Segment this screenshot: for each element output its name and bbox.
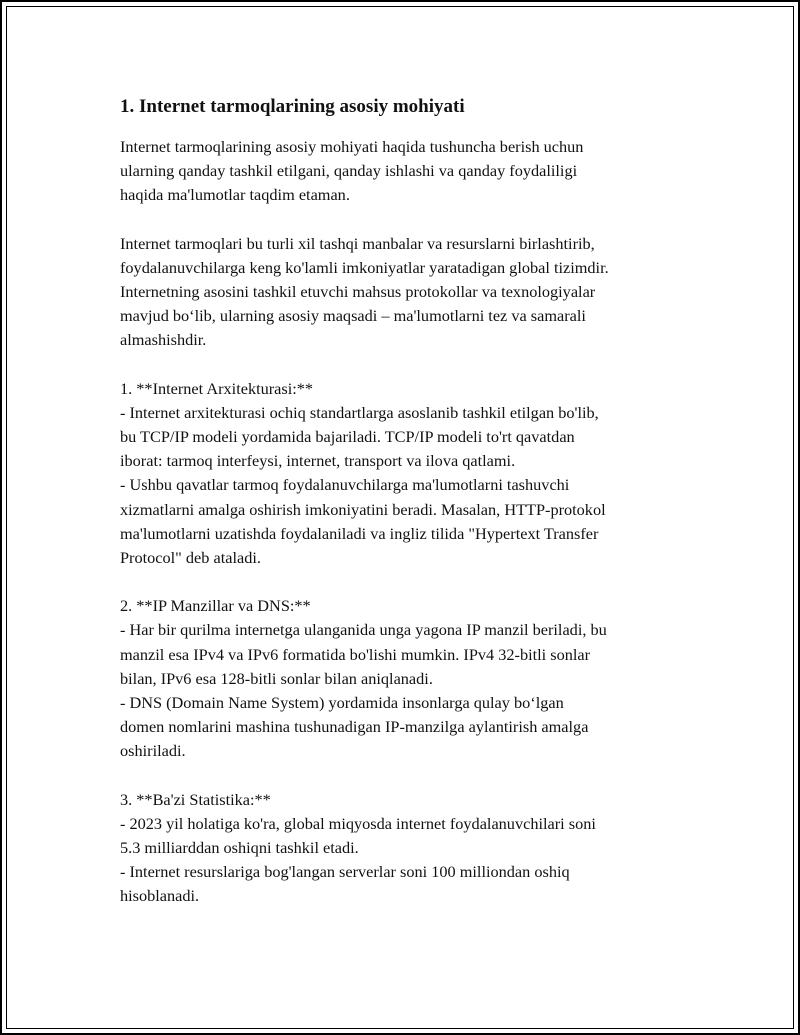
section-heading: 1. Internet tarmoqlarining asosiy mohiyati xyxy=(120,96,465,117)
architecture-section: 1. **Internet Arxitekturasi:** - Internet arxitekturasi ochiq standartlarga asoslanib tashkil etilgan bo'lib, bu TCP/IP modeli yordamida bajariladi. TCP/IP modeli to'rt qavatdan iborat: tarmoq interfeysi, internet, transport va ilova qatlami. - Ushbu qavatlar tarmoq foydalanuvchilarga ma'lumotlarni tashuvchi xizmatlarni amalga oshirish imkoniyatini beradi. Masalan, HTTP-protokol ma'lumotlarni uzatishda foydalaniladi va ingliz tilida "Hypertext Transfer Protocol" deb ataladi. xyxy=(120,378,606,568)
document-body xyxy=(120,95,700,933)
statistics-section: 3. **Ba'zi Statistika:** - 2023 yil holatiga ko'ra, global miqyosda internet foydalanuvchilari soni 5.3 milliarddan oshiqni tashkil etadi. - Internet resurslariga bog'langan serverlar soni 100 milliondan oshiq hisoblanadi. xyxy=(120,789,596,906)
intro-paragraph: Internet tarmoqlarining asosiy mohiyati haqida tushuncha berish uchun ularning qanday tashkil etilgani, qanday ishlashi va qanday foydaliligi haqida ma'lumotlar taqdim etaman. xyxy=(120,137,584,205)
definition-paragraph: Internet tarmoqlari bu turli xil tashqi manbalar va resurslarni birlashtirib, foydalanuvchilarga keng ko'lamli imkoniyatlar yaratadigan global tizimdir. Internetning asosini tashkil etuvchi mahsus protokollar va texnologiyalar mavjud bo‘lib, ularning asosiy maqsadi – ma'lumotlarni tez va samarali almashishdir. xyxy=(120,233,609,350)
ip-dns-section: 2. **IP Manzillar va DNS:** - Har bir qurilma internetga ulanganida unga yagona IP manzil beriladi, bu manzil esa IPv4 va IPv6 formatida bo'lishi mumkin. IPv4 32-bitli sonlar bilan, IPv6 esa 128-bitli sonlar bilan aniqlanadi. - DNS (Domain Name System) yordamida insonlarga qulay bo‘lgan domen nomlarini mashina tushunadigan IP-manzilga aylantirish amalga oshiriladi. xyxy=(120,596,607,761)
